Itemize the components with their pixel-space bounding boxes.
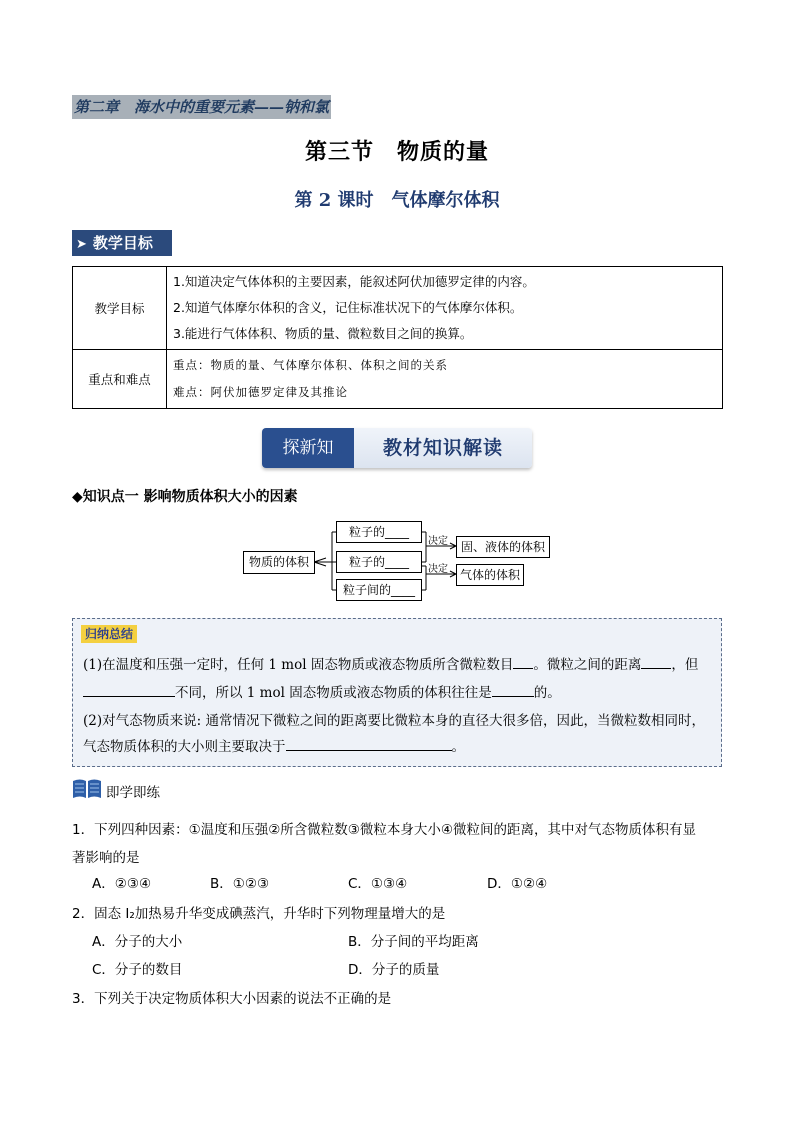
section-title: 第三节 物质的量 <box>304 140 489 165</box>
summary-line <box>83 735 465 755</box>
lesson-title: 第 2 课时 气体摩尔体积 <box>294 190 500 211</box>
question-1-option: D．①②④ <box>487 876 548 892</box>
practice-label: 即学即练 <box>106 785 160 801</box>
goal-line: 3.能进行气体体积、物质的量、微粒数目之间的换算。 <box>173 326 473 341</box>
chapter-heading: 第二章 海水中的重要元素——钠和氯 <box>72 95 331 119</box>
banner-left-label: 探新知 <box>262 428 354 468</box>
summary-text: (1)在温度和压强一定时，任何 1 mol 固态物质或液态物质所含微粒数目 <box>83 657 514 673</box>
open-book-icon <box>72 778 102 800</box>
arrow-right-icon: ➤ <box>76 237 87 252</box>
question-1-option: B．①②③ <box>210 876 270 892</box>
summary-line: (2)对气态物质来说: 通常情况下微粒之间的距离要比微粒本身的直径大很多倍，因此，当微粒数相同时， <box>83 713 705 729</box>
diagram-decide-label: 决定 <box>428 536 448 547</box>
section-banner <box>262 428 532 468</box>
question-1-stem-cont: 著影响的是 <box>72 850 140 866</box>
diagram-decide-label: 决定 <box>428 564 448 575</box>
goals-row <box>73 267 723 350</box>
focus-row-head: 重点和难点 <box>73 350 167 409</box>
question-2-option: A．分子的大小 <box>92 934 183 950</box>
goals-tag <box>72 230 172 256</box>
focus-line: 重点：物质的量、气体摩尔体积、体积之间的关系 <box>173 358 448 372</box>
question-1-option: A．②③④ <box>92 876 152 892</box>
focus-line: 难点：阿伏加德罗定律及其推论 <box>173 385 348 399</box>
diagram-factor-box: 粒子间的____ <box>336 579 422 601</box>
summary-text: 不同，所以 1 mol 固态物质或液态物质的体积往往是 <box>175 685 492 701</box>
summary-text: 。 <box>451 739 465 755</box>
fill-blank <box>286 736 452 751</box>
summary-box <box>72 618 722 767</box>
summary-text: 。微粒之间的距离 <box>533 657 642 673</box>
summary-text: ，但 <box>671 657 699 673</box>
question-1-stem: 1．下列四种因素：①温度和压强②所含微粒数③微粒本身大小④微粒间的距离，其中对气态物质体积有显 <box>72 822 696 838</box>
diagram-factor-box: 粒子的____ <box>336 521 422 543</box>
focus-row-body <box>167 350 723 409</box>
question-2-option: D．分子的质量 <box>348 962 440 978</box>
factor-diagram <box>240 516 560 606</box>
fill-blank <box>641 654 671 669</box>
question-2-option: C．分子的数目 <box>92 962 183 978</box>
question-2-stem: 2．固态 I₂加热易升华变成碘蒸汽，升华时下列物理量增大的是 <box>72 906 446 922</box>
diagram-root-box: 物质的体积 <box>243 551 315 574</box>
diagram-result-box: 气体的体积 <box>456 564 524 586</box>
question-1-option: C．①③④ <box>348 876 408 892</box>
goals-tag-label: 教学目标 <box>92 234 153 252</box>
fill-blank <box>513 654 533 669</box>
banner-right-label: 教材知识解读 <box>382 437 503 459</box>
summary-tag: 归纳总结 <box>81 625 137 643</box>
summary-line <box>83 681 561 701</box>
diagram-result-box: 固、液体的体积 <box>456 536 550 558</box>
fill-blank <box>492 682 534 697</box>
summary-text: 气态物质体积的大小则主要取决于 <box>83 739 286 755</box>
question-2-option: B．分子间的平均距离 <box>348 934 479 950</box>
goal-line: 2.知道气体摩尔体积的含义，记住标准状况下的气体摩尔体积。 <box>173 300 523 315</box>
summary-text: 的。 <box>533 685 561 701</box>
fill-blank <box>83 682 175 697</box>
goal-line: 1.知道决定气体体积的主要因素，能叙述阿伏加德罗定律的内容。 <box>173 274 535 289</box>
question-3-stem: 3．下列关于决定物质体积大小因素的说法不正确的是 <box>72 991 392 1007</box>
goals-row-head: 教学目标 <box>73 267 167 350</box>
summary-line <box>83 653 698 673</box>
goals-row-body <box>167 267 723 350</box>
diagram-factor-box: 粒子的____ <box>336 551 422 573</box>
goals-table <box>72 266 723 409</box>
focus-row <box>73 350 723 409</box>
knowledge-point-heading: ◆知识点一 影响物质体积大小的因素 <box>72 489 298 505</box>
